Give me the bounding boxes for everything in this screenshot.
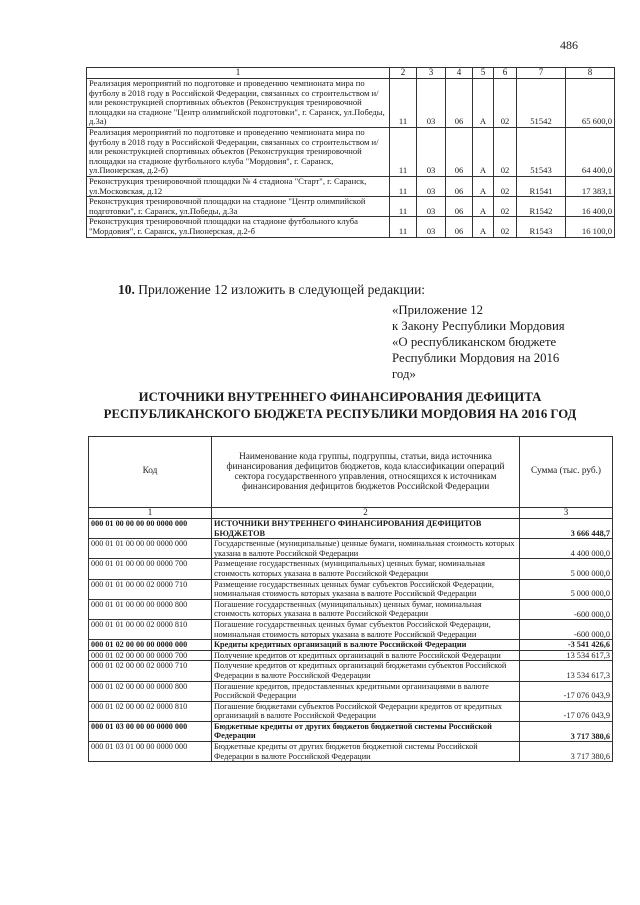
table-header-row xyxy=(87,68,615,79)
table-row xyxy=(89,519,613,539)
row-sum: 13 534 617,3 xyxy=(520,650,613,661)
row-sum: 16 400,0 xyxy=(566,197,615,217)
row-sum: 17 383,1 xyxy=(566,176,615,196)
column-number: 2 xyxy=(212,508,520,519)
title-line: РЕСПУБЛИКАНСКОГО БЮДЖЕТА РЕСПУБЛИКИ МОРДОВИЯ НА 2016 ГОД xyxy=(103,407,577,421)
row-name: ИСТОЧНИКИ ВНУТРЕННЕГО ФИНАНСИРОВАНИЯ ДЕФИЦИТОВ БЮДЖЕТОВ xyxy=(212,519,520,539)
amendment-item xyxy=(118,282,425,298)
row-code-cell: 06 xyxy=(446,176,473,196)
row-name: Получение кредитов от кредитных организаций в валюте Российской Федерации xyxy=(212,650,520,661)
row-sum: 4 400 000,0 xyxy=(520,539,613,559)
appendix-note xyxy=(392,302,622,382)
row-code-cell: 51542 xyxy=(517,79,566,128)
table-row xyxy=(89,599,613,619)
row-name: Реализация мероприятий по подготовке и проведению чемпионата мира по футболу в 2018 году в Российской Федерации, связанных со строительством и/или реконструкцией спортивных объектов (Реконструкция тренировочной площадки на стадионе футбольного клуба "Мордовия", г. Саранск, ул.Пионерская, д.2-б) xyxy=(87,127,390,176)
row-code: 000 01 01 00 00 02 0000 810 xyxy=(89,619,212,639)
row-code-cell: 11 xyxy=(390,217,417,237)
table-header-row xyxy=(89,437,613,508)
table-row xyxy=(87,197,615,217)
row-sum: -17 076 043,9 xyxy=(520,701,613,721)
table-row xyxy=(89,579,613,599)
row-sum: 13 534 617,3 xyxy=(520,661,613,681)
row-name: Реконструкция тренировочной площадки на стадионе "Центр олимпийской подготовки", г. Саранск, ул.Победы, д.3а xyxy=(87,197,390,217)
row-code-cell: R1542 xyxy=(517,197,566,217)
row-code-cell: 11 xyxy=(390,127,417,176)
table-row xyxy=(89,701,613,721)
code-header: Код xyxy=(89,437,212,508)
document-title xyxy=(60,389,620,423)
column-header: 8 xyxy=(566,68,615,79)
row-sum: 65 600,0 xyxy=(566,79,615,128)
row-code-cell: 02 xyxy=(494,197,517,217)
table-row xyxy=(89,640,613,651)
row-code-cell: 11 xyxy=(390,176,417,196)
row-sum: -600 000,0 xyxy=(520,599,613,619)
row-name: Размещение государственных ценных бумаг субъектов Российской Федерации, номинальная стоимость которых указана в валюте Российской Федерации xyxy=(212,579,520,599)
row-name: Погашение кредитов, предоставленных кредитными организациями в валюте Российской Федерации xyxy=(212,681,520,701)
row-name: Погашение государственных ценных бумаг субъектов Российской Федерации, номинальная стоимость которых указана в валюте Российской Федерации xyxy=(212,619,520,639)
row-code-cell: 02 xyxy=(494,79,517,128)
table-row xyxy=(87,79,615,128)
row-sum: -600 000,0 xyxy=(520,619,613,639)
row-sum: 64 400,0 xyxy=(566,127,615,176)
row-name: Погашение государственных (муниципальных) ценных бумаг, номинальная стоимость которых указана в валюте Российской Федерации xyxy=(212,599,520,619)
row-sum: -17 076 043,9 xyxy=(520,681,613,701)
row-code-cell: 06 xyxy=(446,79,473,128)
row-code-cell: 03 xyxy=(417,176,446,196)
row-code-cell: 02 xyxy=(494,176,517,196)
row-code: 000 01 01 00 00 02 0000 710 xyxy=(89,579,212,599)
column-header: 1 xyxy=(87,68,390,79)
item-number: 10. xyxy=(118,282,135,297)
table-row xyxy=(89,661,613,681)
row-code: 000 01 01 00 00 00 0000 700 xyxy=(89,559,212,579)
row-code-cell: 03 xyxy=(417,197,446,217)
row-code: 000 01 02 00 00 00 0000 700 xyxy=(89,650,212,661)
row-code: 000 01 03 00 00 00 0000 000 xyxy=(89,721,212,741)
sum-header: Сумма (тыс. руб.) xyxy=(520,437,613,508)
appendix-note-line: Республики Мордовия на 2016 xyxy=(392,351,560,365)
table-row xyxy=(89,650,613,661)
row-code-cell: 02 xyxy=(494,217,517,237)
row-code-cell: А xyxy=(473,217,494,237)
row-code: 000 01 02 00 00 02 0000 810 xyxy=(89,701,212,721)
appendix-note-line: год» xyxy=(392,367,416,381)
column-header: 5 xyxy=(473,68,494,79)
row-code-cell: 03 xyxy=(417,79,446,128)
row-sum: 5 000 000,0 xyxy=(520,579,613,599)
row-sum: 16 100,0 xyxy=(566,217,615,237)
row-sum: 5 000 000,0 xyxy=(520,559,613,579)
row-code: 000 01 00 00 00 00 0000 000 xyxy=(89,519,212,539)
row-code: 000 01 03 01 00 00 0000 000 xyxy=(89,742,212,762)
budget-allocation-table xyxy=(86,67,615,238)
row-code-cell: 11 xyxy=(390,197,417,217)
appendix-note-line: к Закону Республики Мордовия xyxy=(392,319,565,333)
table-row xyxy=(89,742,613,762)
title-line: ИСТОЧНИКИ ВНУТРЕННЕГО ФИНАНСИРОВАНИЯ ДЕФИЦИТА xyxy=(138,390,542,404)
row-sum: 3 666 448,7 xyxy=(520,519,613,539)
table-row xyxy=(89,681,613,701)
row-name: Размещение государственных (муниципальных) ценных бумаг, номинальная стоимость которых указана в валюте Российской Федерации xyxy=(212,559,520,579)
row-code: 000 01 01 00 00 00 0000 800 xyxy=(89,599,212,619)
row-name: Кредиты кредитных организаций в валюте Российской Федерации xyxy=(212,640,520,651)
row-name: Бюджетные кредиты от других бюджетов бюджетной системы Российской Федерации в валюте Российской Федерации xyxy=(212,742,520,762)
table-row xyxy=(89,559,613,579)
appendix-note-line: «Приложение 12 xyxy=(392,303,484,317)
table-row xyxy=(87,176,615,196)
column-header: 2 xyxy=(390,68,417,79)
row-code-cell: R1541 xyxy=(517,176,566,196)
row-code-cell: 03 xyxy=(417,127,446,176)
name-header: Наименование кода группы, подгруппы, статьи, вида источника финансирования дефицитов бюджетов, кода классификации операций сектора государственного управления, относящихся к источникам финансирования дефицитов бюджетов Российской Федерации xyxy=(212,437,520,508)
row-code-cell: А xyxy=(473,197,494,217)
page-number: 486 xyxy=(560,38,578,52)
row-code-cell: 06 xyxy=(446,127,473,176)
row-name: Государственные (муниципальные) ценные бумаги, номинальная стоимость которых указана в валюте Российской Федерации xyxy=(212,539,520,559)
table-row xyxy=(87,127,615,176)
row-code-cell: 06 xyxy=(446,217,473,237)
table-row xyxy=(89,539,613,559)
row-code-cell: 02 xyxy=(494,127,517,176)
row-code-cell: А xyxy=(473,176,494,196)
row-code-cell: 51543 xyxy=(517,127,566,176)
column-number: 1 xyxy=(89,508,212,519)
table-row xyxy=(89,619,613,639)
column-header: 6 xyxy=(494,68,517,79)
row-code: 000 01 01 00 00 00 0000 000 xyxy=(89,539,212,559)
row-name: Реконструкция тренировочной площадки на стадионе футбольного клуба "Мордовия", г. Саранск, ул.Пионерская, д.2-б xyxy=(87,217,390,237)
row-code: 000 01 02 00 00 00 0000 000 xyxy=(89,640,212,651)
row-code-cell: 03 xyxy=(417,217,446,237)
row-name: Бюджетные кредиты от других бюджетов бюджетной системы Российской Федерации xyxy=(212,721,520,741)
row-code-cell: А xyxy=(473,79,494,128)
row-code-cell: 06 xyxy=(446,197,473,217)
row-name: Получение кредитов от кредитных организаций бюджетами субъектов Российской Федерации в валюте Российской Федерации xyxy=(212,661,520,681)
row-sum: -3 541 426,6 xyxy=(520,640,613,651)
column-header: 4 xyxy=(446,68,473,79)
row-code: 000 01 02 00 00 02 0000 710 xyxy=(89,661,212,681)
row-code-cell: 11 xyxy=(390,79,417,128)
row-name: Реконструкция тренировочной площадки № 4 стадиона "Старт", г. Саранск, ул.Московская, д.12 xyxy=(87,176,390,196)
row-code-cell: А xyxy=(473,127,494,176)
row-sum: 3 717 380,6 xyxy=(520,742,613,762)
table-row xyxy=(89,721,613,741)
row-code: 000 01 02 00 00 00 0000 800 xyxy=(89,681,212,701)
column-number: 3 xyxy=(520,508,613,519)
column-number-row xyxy=(89,508,613,519)
row-sum: 3 717 380,6 xyxy=(520,721,613,741)
appendix-note-line: «О республиканском бюджете xyxy=(392,335,557,349)
column-header: 7 xyxy=(517,68,566,79)
row-name: Погашение бюджетами субъектов Российской Федерации кредитов от кредитных организаций в валюте Российской Федерации xyxy=(212,701,520,721)
financing-sources-table xyxy=(88,436,613,762)
item-text: Приложение 12 изложить в следующей редакции: xyxy=(138,282,426,297)
table-row xyxy=(87,217,615,237)
column-header: 3 xyxy=(417,68,446,79)
row-code-cell: R1543 xyxy=(517,217,566,237)
row-name: Реализация мероприятий по подготовке и проведению чемпионата мира по футболу в 2018 году в Российской Федерации, связанных со строительством и/или реконструкцией спортивных объектов (Реконструкция тренировочной площадки на стадионе "Центр олимпийской подготовки", г. Саранск, ул.Победы, д.3а) xyxy=(87,79,390,128)
